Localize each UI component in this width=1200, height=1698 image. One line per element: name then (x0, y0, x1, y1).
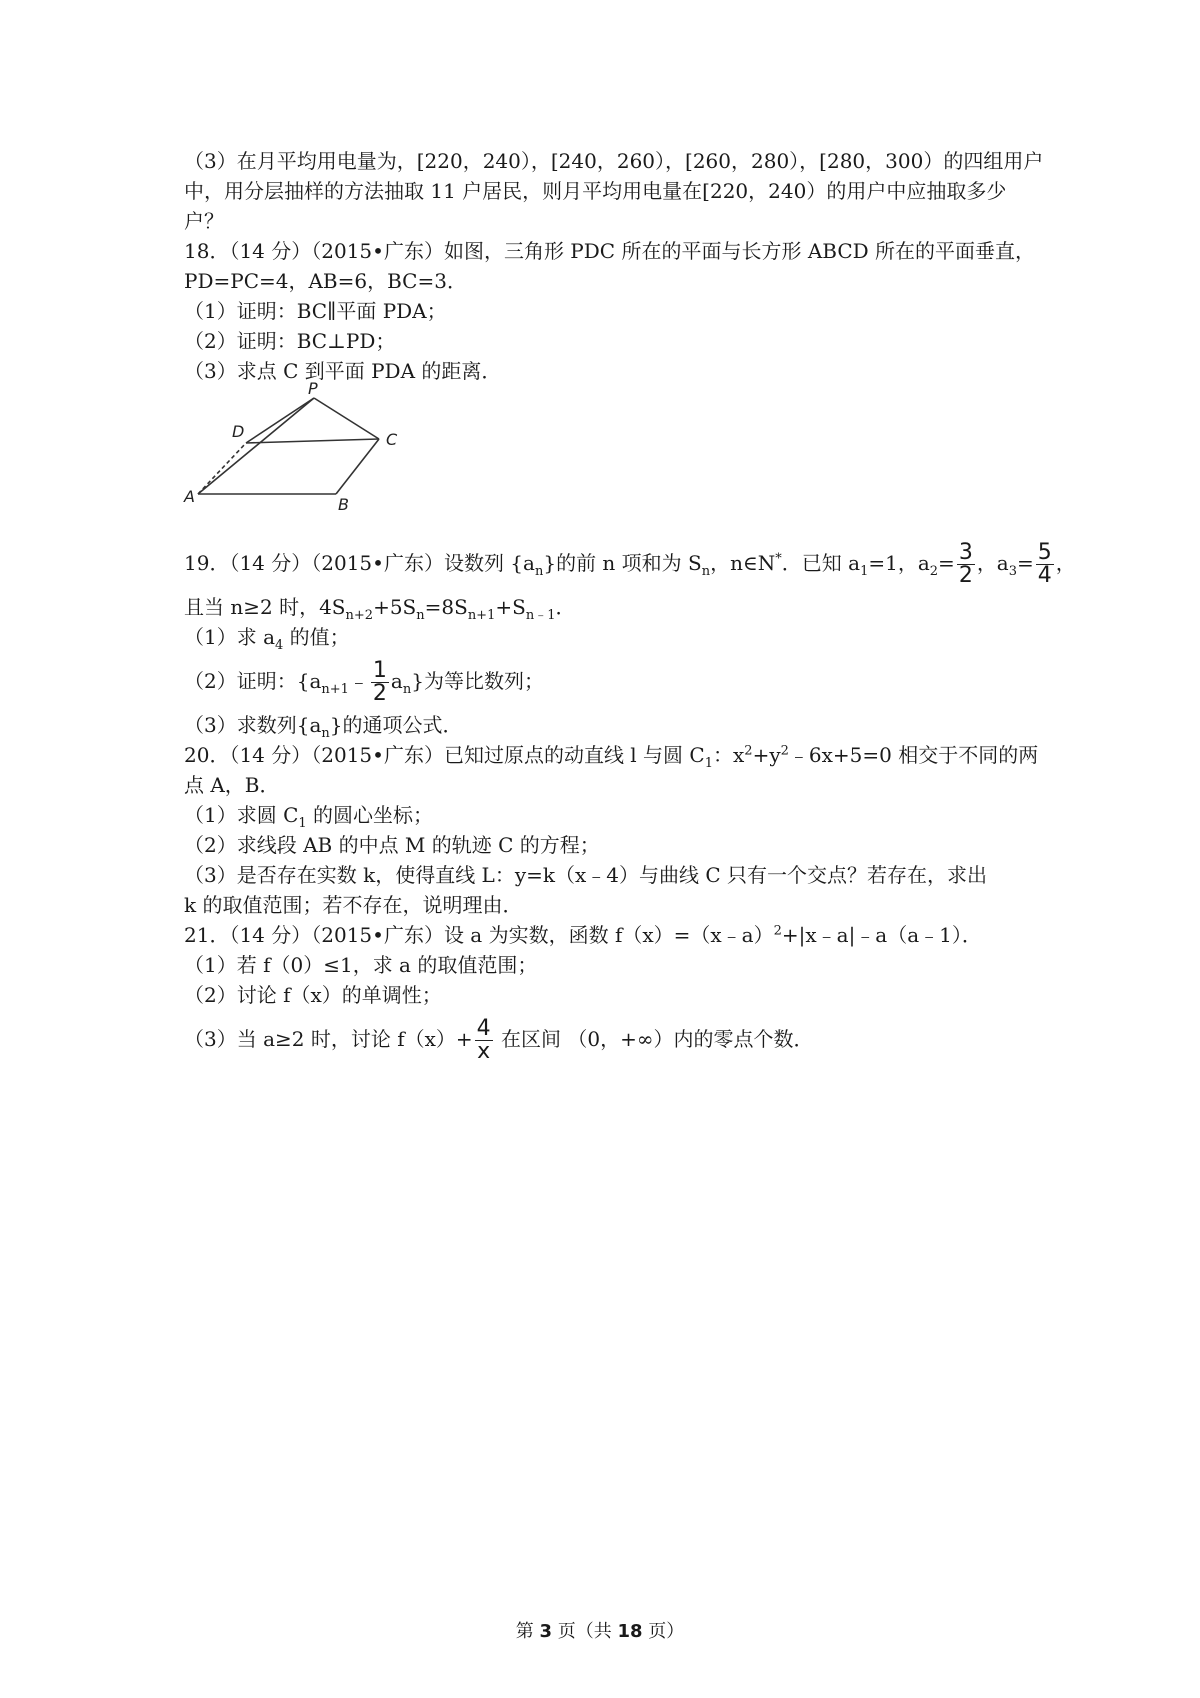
fraction-denominator: 4 (1037, 563, 1052, 588)
edge-BC (336, 439, 379, 494)
q19-text: }为等比数列； (411, 669, 544, 693)
q19-sub: n﹣1 (525, 608, 556, 623)
q19-sub: n (534, 564, 544, 579)
q19-sub: 1 (860, 564, 869, 579)
q20-part2: （2）求线段 AB 的中点 M 的轨迹 C 的方程； (184, 833, 600, 857)
q19-text: （3）求数列{a (184, 713, 322, 737)
q20-stem-line2: 点 A，B． (184, 773, 280, 797)
edge-AD (198, 443, 246, 494)
q20-sup: 2 (744, 743, 753, 759)
q19-text: +5S (373, 595, 417, 619)
footer-text: 页（共 (552, 1621, 618, 1642)
fraction-numerator: 4 (476, 1016, 491, 1041)
q19-stem-line1 (184, 534, 1076, 592)
q19-text: }的前 n 项和为 S (543, 551, 702, 575)
q20-text: +y (752, 743, 781, 767)
q20-text: 20．（14 分）（2015•广东）已知过原点的动直线 l 与圆 C (184, 743, 705, 767)
q20-sub: 1 (704, 756, 714, 771)
q21-part1: （1）若 f（0）≤1，求 a 的取值范围； (184, 953, 538, 977)
q18-part1: （1）证明：BC∥平面 PDA； (184, 299, 447, 323)
q19-text: ． (555, 595, 576, 619)
page-footer (0, 1617, 1200, 1643)
q20-sub: 1 (298, 816, 307, 831)
q21-text: 21．（14 分）（2015•广东）设 a 为实数，函数 f（x）=（x﹣a） (184, 923, 774, 947)
q21-text: 在区间 （0，+∞）内的零点个数． (494, 1027, 814, 1051)
q19-text: ，n∈N (710, 551, 776, 575)
q21-part3 (184, 1010, 1034, 1068)
q19-text: （2）证明：{a (184, 669, 322, 693)
label-A: A (184, 487, 195, 506)
q20-text: （1）求圆 C (184, 803, 299, 827)
q19-text: 且当 n≥2 时，4S (184, 595, 346, 619)
q19-text: =1，a (868, 551, 930, 575)
q20-text: 的圆心坐标； (306, 803, 434, 827)
q18-figure-area (184, 379, 1034, 534)
total-pages: 18 (617, 1621, 643, 1642)
q18-pyramid-figure (184, 379, 426, 530)
q19-sub: n+1 (467, 608, 496, 623)
q19-text: a (390, 669, 403, 693)
q19-sub: n (416, 608, 425, 623)
q19-text: （1）求 a (184, 625, 276, 649)
q20-part1 (184, 800, 1034, 830)
page-content (184, 146, 1076, 1068)
q19-text: = (1017, 551, 1034, 575)
q21-sup: 2 (773, 923, 782, 939)
q19-sub: n (402, 682, 412, 697)
q20-part3-line2: k 的取值范围；若不存在，说明理由． (184, 893, 523, 917)
q20-text: ﹣6x+5=0 相交于不同的两 (788, 743, 1039, 767)
q19-sub: n+1 (321, 682, 349, 697)
q19-text: ﹣ (348, 669, 369, 693)
q20-text: ：x (713, 743, 745, 767)
q19-text: = (938, 551, 955, 575)
q18-part2: （2）证明：BC⊥PD； (184, 329, 396, 353)
q18-stem-line2: PD=PC=4，AB=6，BC=3． (184, 269, 467, 293)
q19-text: 19．（14 分）（2015•广东）设数列 {a (184, 551, 535, 575)
q19-text: =8S (424, 595, 468, 619)
q17-part3-line3: 户？ (184, 209, 224, 233)
label-C: C (386, 430, 398, 449)
q19-stem-line2 (184, 592, 1034, 622)
q20-part3-line1: （3）是否存在实数 k，使得直线 L：y=k（x﹣4）与曲线 C 只有一个交点？若存在，求出 (184, 863, 988, 887)
q18-part3: （3）求点 C 到平面 PDA 的距离． (184, 359, 502, 383)
page-number: 3 (539, 1621, 552, 1642)
fraction-numerator: 5 (1037, 540, 1052, 565)
q19-text: ．已知 a (781, 551, 861, 575)
fraction-1-over-2 (371, 660, 389, 705)
q19-part2 (184, 652, 1034, 710)
label-B: B (338, 495, 349, 514)
q17-part3-line1: （3）在月平均用电量为，[220，240），[240，260），[260，280），[280，300）的四组用户 (184, 149, 1044, 173)
q19-sub: 2 (929, 564, 939, 579)
q19-text: }的通项公式． (329, 713, 463, 737)
edge-PA (198, 398, 314, 494)
q19-part3 (184, 710, 1034, 740)
q19-sub: n+2 (345, 608, 374, 623)
fraction-4-over-x (475, 1018, 493, 1063)
q19-text: +S (495, 595, 526, 619)
q19-text: 的值； (283, 625, 350, 649)
q19-sub: n (321, 726, 330, 741)
label-P: P (308, 379, 318, 398)
q19-text: ，a (976, 551, 1009, 575)
q19-part1 (184, 622, 1034, 652)
footer-text: 页） (642, 1621, 685, 1642)
q21-stem-line1 (184, 920, 1034, 950)
fraction-denominator: 2 (958, 563, 973, 588)
edge-PC (314, 398, 379, 439)
footer-text: 第 (515, 1621, 540, 1642)
fraction-3-over-2 (957, 542, 975, 587)
fraction-denominator: 2 (372, 681, 387, 706)
q21-part2: （2）讨论 f（x）的单调性； (184, 983, 442, 1007)
q19-sup: * (775, 551, 782, 567)
fraction-numerator: 1 (372, 658, 387, 683)
fraction-5-over-4 (1036, 542, 1054, 587)
edge-PD (246, 398, 314, 443)
q20-sup: 2 (780, 743, 789, 759)
fraction-numerator: 3 (958, 540, 973, 565)
q19-text: ， (1055, 551, 1076, 575)
q19-sub: 4 (275, 638, 284, 653)
edge-DC (246, 439, 379, 443)
q19-sub: 3 (1008, 564, 1018, 579)
q17-part3-line2: 中，用分层抽样的方法抽取 11 户居民，则月平均用电量在[220，240）的用户中应抽取多少 (184, 179, 1007, 203)
fraction-denominator: x (477, 1039, 491, 1064)
label-D: D (232, 422, 245, 441)
q21-text: +|x﹣a|﹣a（a﹣1）． (781, 923, 982, 947)
q19-sub: n (701, 564, 711, 579)
q18-stem-line1: 18．（14 分）（2015•广东）如图，三角形 PDC 所在的平面与长方形 ABCD 所在的平面垂直， (184, 239, 1036, 263)
q20-stem-line1 (184, 740, 1039, 771)
q21-text: （3）当 a≥2 时，讨论 f（x）+ (184, 1027, 473, 1051)
